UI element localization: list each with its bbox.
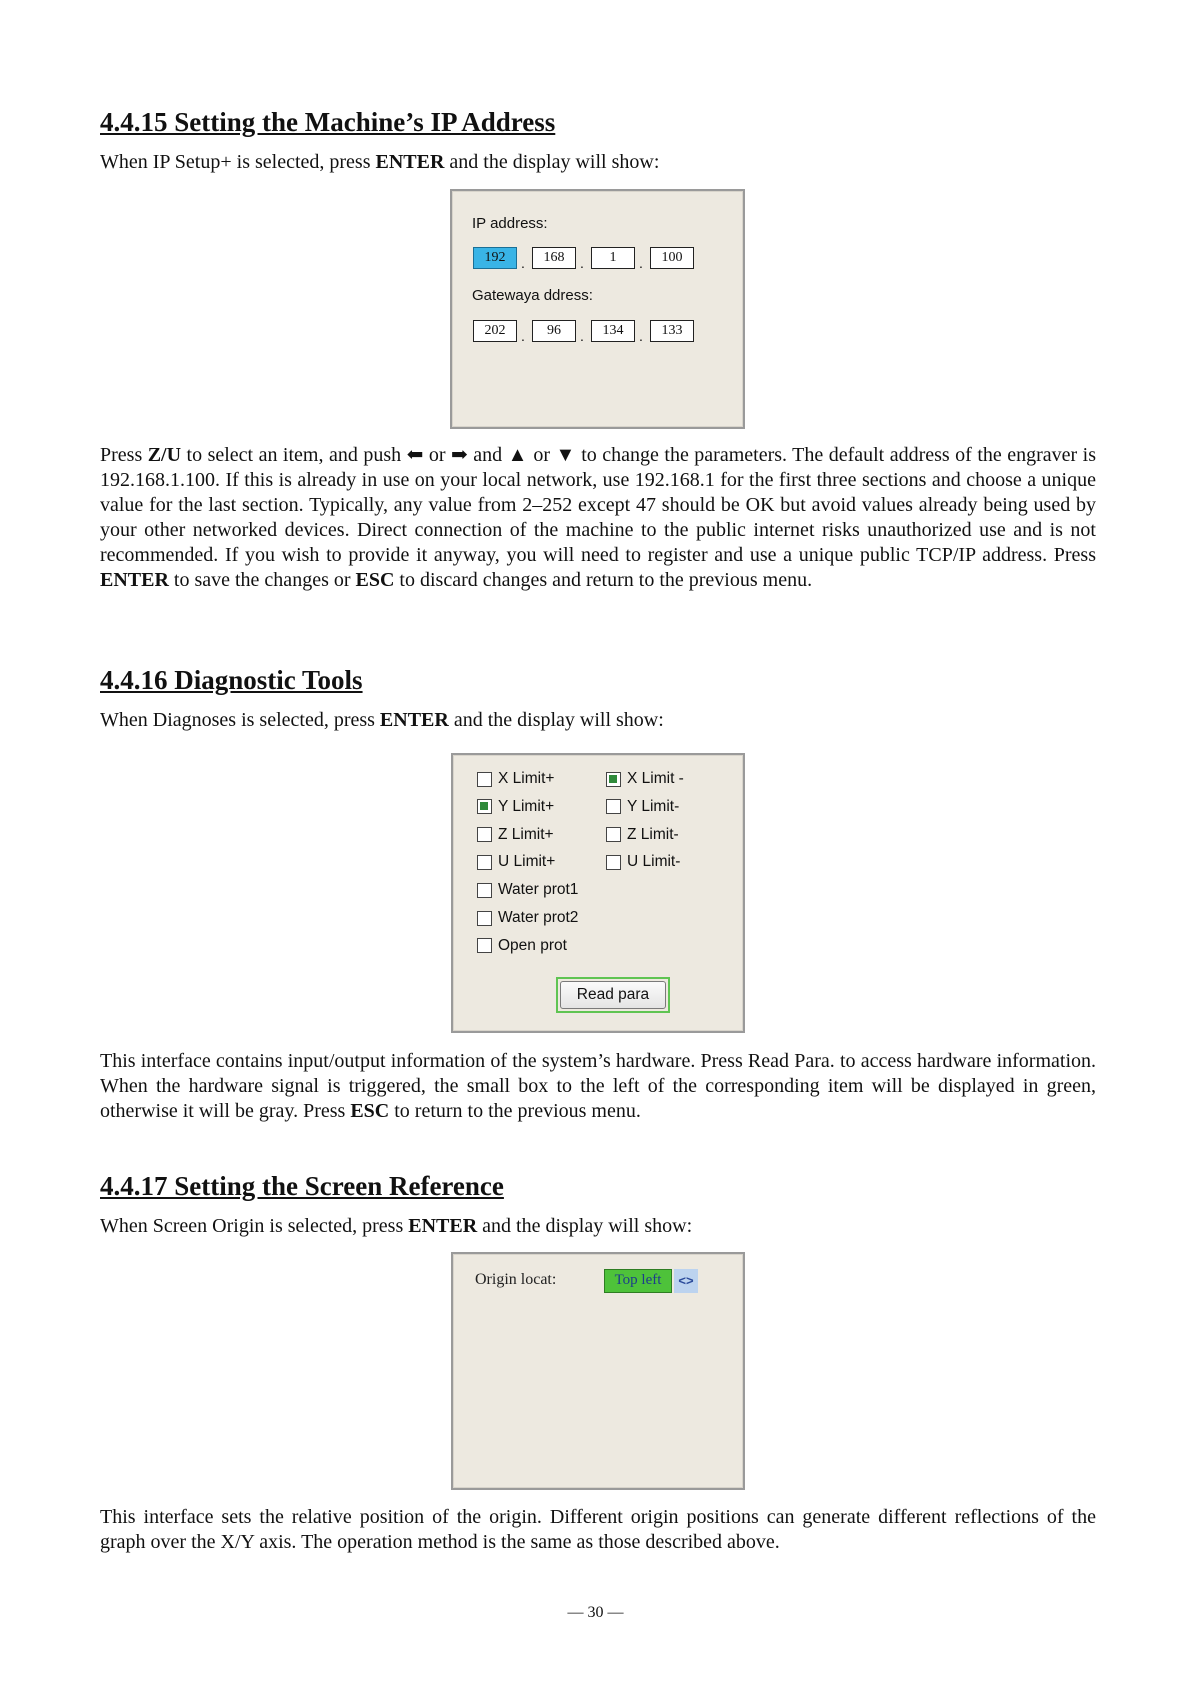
section-heading-diag: 4.4.16 Diagnostic Tools bbox=[100, 665, 363, 695]
checkbox-checked-icon[interactable] bbox=[606, 772, 621, 787]
checkbox-label: Z Limit- bbox=[627, 825, 679, 843]
read-para-button[interactable]: Read para bbox=[560, 981, 666, 1009]
checkbox-unchecked-icon[interactable] bbox=[606, 799, 621, 814]
checkbox-label: Y Limit+ bbox=[498, 797, 555, 815]
diag-lead-enter: ENTER bbox=[379, 709, 449, 731]
gateway-octet-1[interactable]: 202 bbox=[473, 320, 517, 342]
gateway-address-label: Gatewaya ddress: bbox=[472, 287, 593, 304]
checkbox-item[interactable] bbox=[477, 770, 554, 788]
ip-dot: . bbox=[521, 255, 525, 271]
origin-location-value[interactable]: Top left bbox=[604, 1269, 672, 1293]
ip-lead-a: When IP Setup+ is selected, press bbox=[100, 151, 376, 173]
checkbox-label: U Limit- bbox=[627, 853, 681, 871]
ip-dot: . bbox=[521, 328, 525, 344]
left-arrow-icon: ⬅ bbox=[406, 444, 424, 466]
read-para-focus bbox=[556, 977, 670, 1013]
ip-para-t6: to change the parameters. The default address of the engraver is 192.168.1.100. If this is already in use on your local network, use 192.168.1 for the first three sections and choose a unique value for the last section. Typically, any value from 2–252 except 47 should be OK but avoid values already being used by your other networked devices. Direct connection of the machine to the public internet risks unauthorized use and is not recommended. If you wish to provide it anyway, you will need to register and use a unique public TCP/IP address. Press bbox=[100, 444, 1096, 566]
ip-para-t7: to save the changes or bbox=[168, 569, 356, 591]
ip-dot: . bbox=[639, 328, 643, 344]
diag-description bbox=[100, 1049, 1096, 1124]
checkbox-item[interactable] bbox=[477, 853, 555, 871]
ip-dot: . bbox=[639, 255, 643, 271]
ip-address-label: IP address: bbox=[472, 215, 548, 232]
ip-para-zu: Z/U bbox=[147, 444, 182, 466]
gateway-octet-2[interactable]: 96 bbox=[532, 320, 576, 342]
checkbox-label: U Limit+ bbox=[498, 853, 556, 871]
screen-origin-screen bbox=[451, 1252, 745, 1490]
checkbox-item[interactable] bbox=[477, 909, 578, 927]
diag-lead-c: and the display will show: bbox=[448, 709, 664, 731]
down-arrow-icon: ▼ bbox=[555, 444, 576, 466]
gateway-octet-3[interactable]: 134 bbox=[591, 320, 635, 342]
ip-lead-enter: ENTER bbox=[375, 151, 445, 173]
ip-para-t1: Press bbox=[100, 444, 148, 466]
ip-dot: . bbox=[580, 255, 584, 271]
right-arrow-icon: ➡ bbox=[450, 444, 468, 466]
checkbox-item[interactable] bbox=[606, 853, 680, 871]
checkbox-item[interactable] bbox=[477, 937, 567, 955]
checkbox-label: Water prot2 bbox=[498, 909, 579, 926]
diag-para-t1: This interface contains input/output information of the system’s hardware. Press Read Para. to access hardware information. When the hardware signal is triggered, the small box to the left of the corresponding item will be displayed in green, otherwise it will be gray. Press bbox=[100, 1050, 1096, 1122]
origin-lead-a: When Screen Origin is selected, press bbox=[100, 1215, 409, 1237]
origin-lead-c: and the display will show: bbox=[477, 1215, 693, 1237]
diag-lead-text bbox=[100, 708, 1096, 733]
checkbox-unchecked-icon[interactable] bbox=[477, 911, 492, 926]
gateway-octet-4[interactable]: 133 bbox=[650, 320, 694, 342]
origin-lead-text bbox=[100, 1214, 1096, 1239]
ip-octet-1[interactable]: 192 bbox=[473, 247, 517, 269]
checkbox-label: Y Limit- bbox=[627, 797, 680, 815]
checkbox-label: X Limit+ bbox=[498, 770, 555, 787]
checkbox-unchecked-icon[interactable] bbox=[477, 772, 492, 787]
ip-para-t5: or bbox=[527, 444, 556, 466]
ip-instructions bbox=[100, 443, 1096, 593]
diag-para-esc: ESC bbox=[350, 1100, 390, 1122]
checkbox-label: Open prot bbox=[498, 936, 567, 954]
section-heading-origin: 4.4.17 Setting the Screen Reference bbox=[100, 1171, 504, 1201]
section-heading-ip: 4.4.15 Setting the Machine’s IP Address bbox=[100, 107, 556, 137]
ip-lead-text bbox=[100, 150, 1096, 175]
checkbox-item[interactable] bbox=[606, 826, 679, 844]
page-number: — 30 — bbox=[567, 1604, 624, 1621]
up-arrow-icon: ▲ bbox=[507, 444, 528, 466]
checkbox-unchecked-icon[interactable] bbox=[477, 855, 492, 870]
ip-para-esc: ESC bbox=[355, 569, 395, 591]
ip-para-t4: and bbox=[467, 444, 508, 466]
checkbox-item[interactable] bbox=[477, 881, 578, 899]
left-right-arrows-icon[interactable]: <> bbox=[674, 1269, 698, 1293]
ip-dot: . bbox=[580, 328, 584, 344]
checkbox-unchecked-icon[interactable] bbox=[606, 855, 621, 870]
checkbox-unchecked-icon[interactable] bbox=[477, 883, 492, 898]
ip-para-t8: to discard changes and return to the previous menu. bbox=[394, 569, 813, 591]
checkbox-checked-icon[interactable] bbox=[477, 799, 492, 814]
ip-para-t3: or bbox=[423, 444, 451, 466]
checkbox-item[interactable] bbox=[606, 770, 684, 788]
ip-setup-screen bbox=[450, 189, 745, 429]
ip-para-enter: ENTER bbox=[100, 569, 169, 591]
checkbox-item[interactable] bbox=[477, 826, 554, 844]
checkbox-unchecked-icon[interactable] bbox=[477, 827, 492, 842]
ip-para-t2: to select an item, and push bbox=[181, 444, 407, 466]
checkbox-label: Water prot1 bbox=[498, 881, 579, 899]
checkbox-item[interactable] bbox=[606, 798, 679, 816]
diag-lead-a: When Diagnoses is selected, press bbox=[100, 709, 380, 731]
ip-octet-4[interactable]: 100 bbox=[650, 247, 694, 269]
origin-description: This interface sets the relative position of the origin. Different origin positions can generate different reflections of the graph over the X/Y axis. The operation method is the same as those described above. bbox=[100, 1506, 1096, 1553]
checkbox-unchecked-icon[interactable] bbox=[606, 827, 621, 842]
checkbox-item[interactable] bbox=[477, 798, 554, 816]
origin-lead-enter: ENTER bbox=[408, 1215, 478, 1237]
ip-lead-c: and the display will show: bbox=[444, 151, 660, 173]
diagnostics-screen bbox=[451, 753, 745, 1033]
checkbox-label: X Limit - bbox=[627, 770, 684, 787]
origin-location-label: Origin locat: bbox=[475, 1271, 557, 1288]
ip-octet-2[interactable]: 168 bbox=[532, 247, 576, 269]
checkbox-unchecked-icon[interactable] bbox=[477, 938, 492, 953]
diag-para-t2: to return to the previous menu. bbox=[389, 1100, 641, 1122]
checkbox-label: Z Limit+ bbox=[498, 825, 554, 843]
ip-octet-3[interactable]: 1 bbox=[591, 247, 635, 269]
